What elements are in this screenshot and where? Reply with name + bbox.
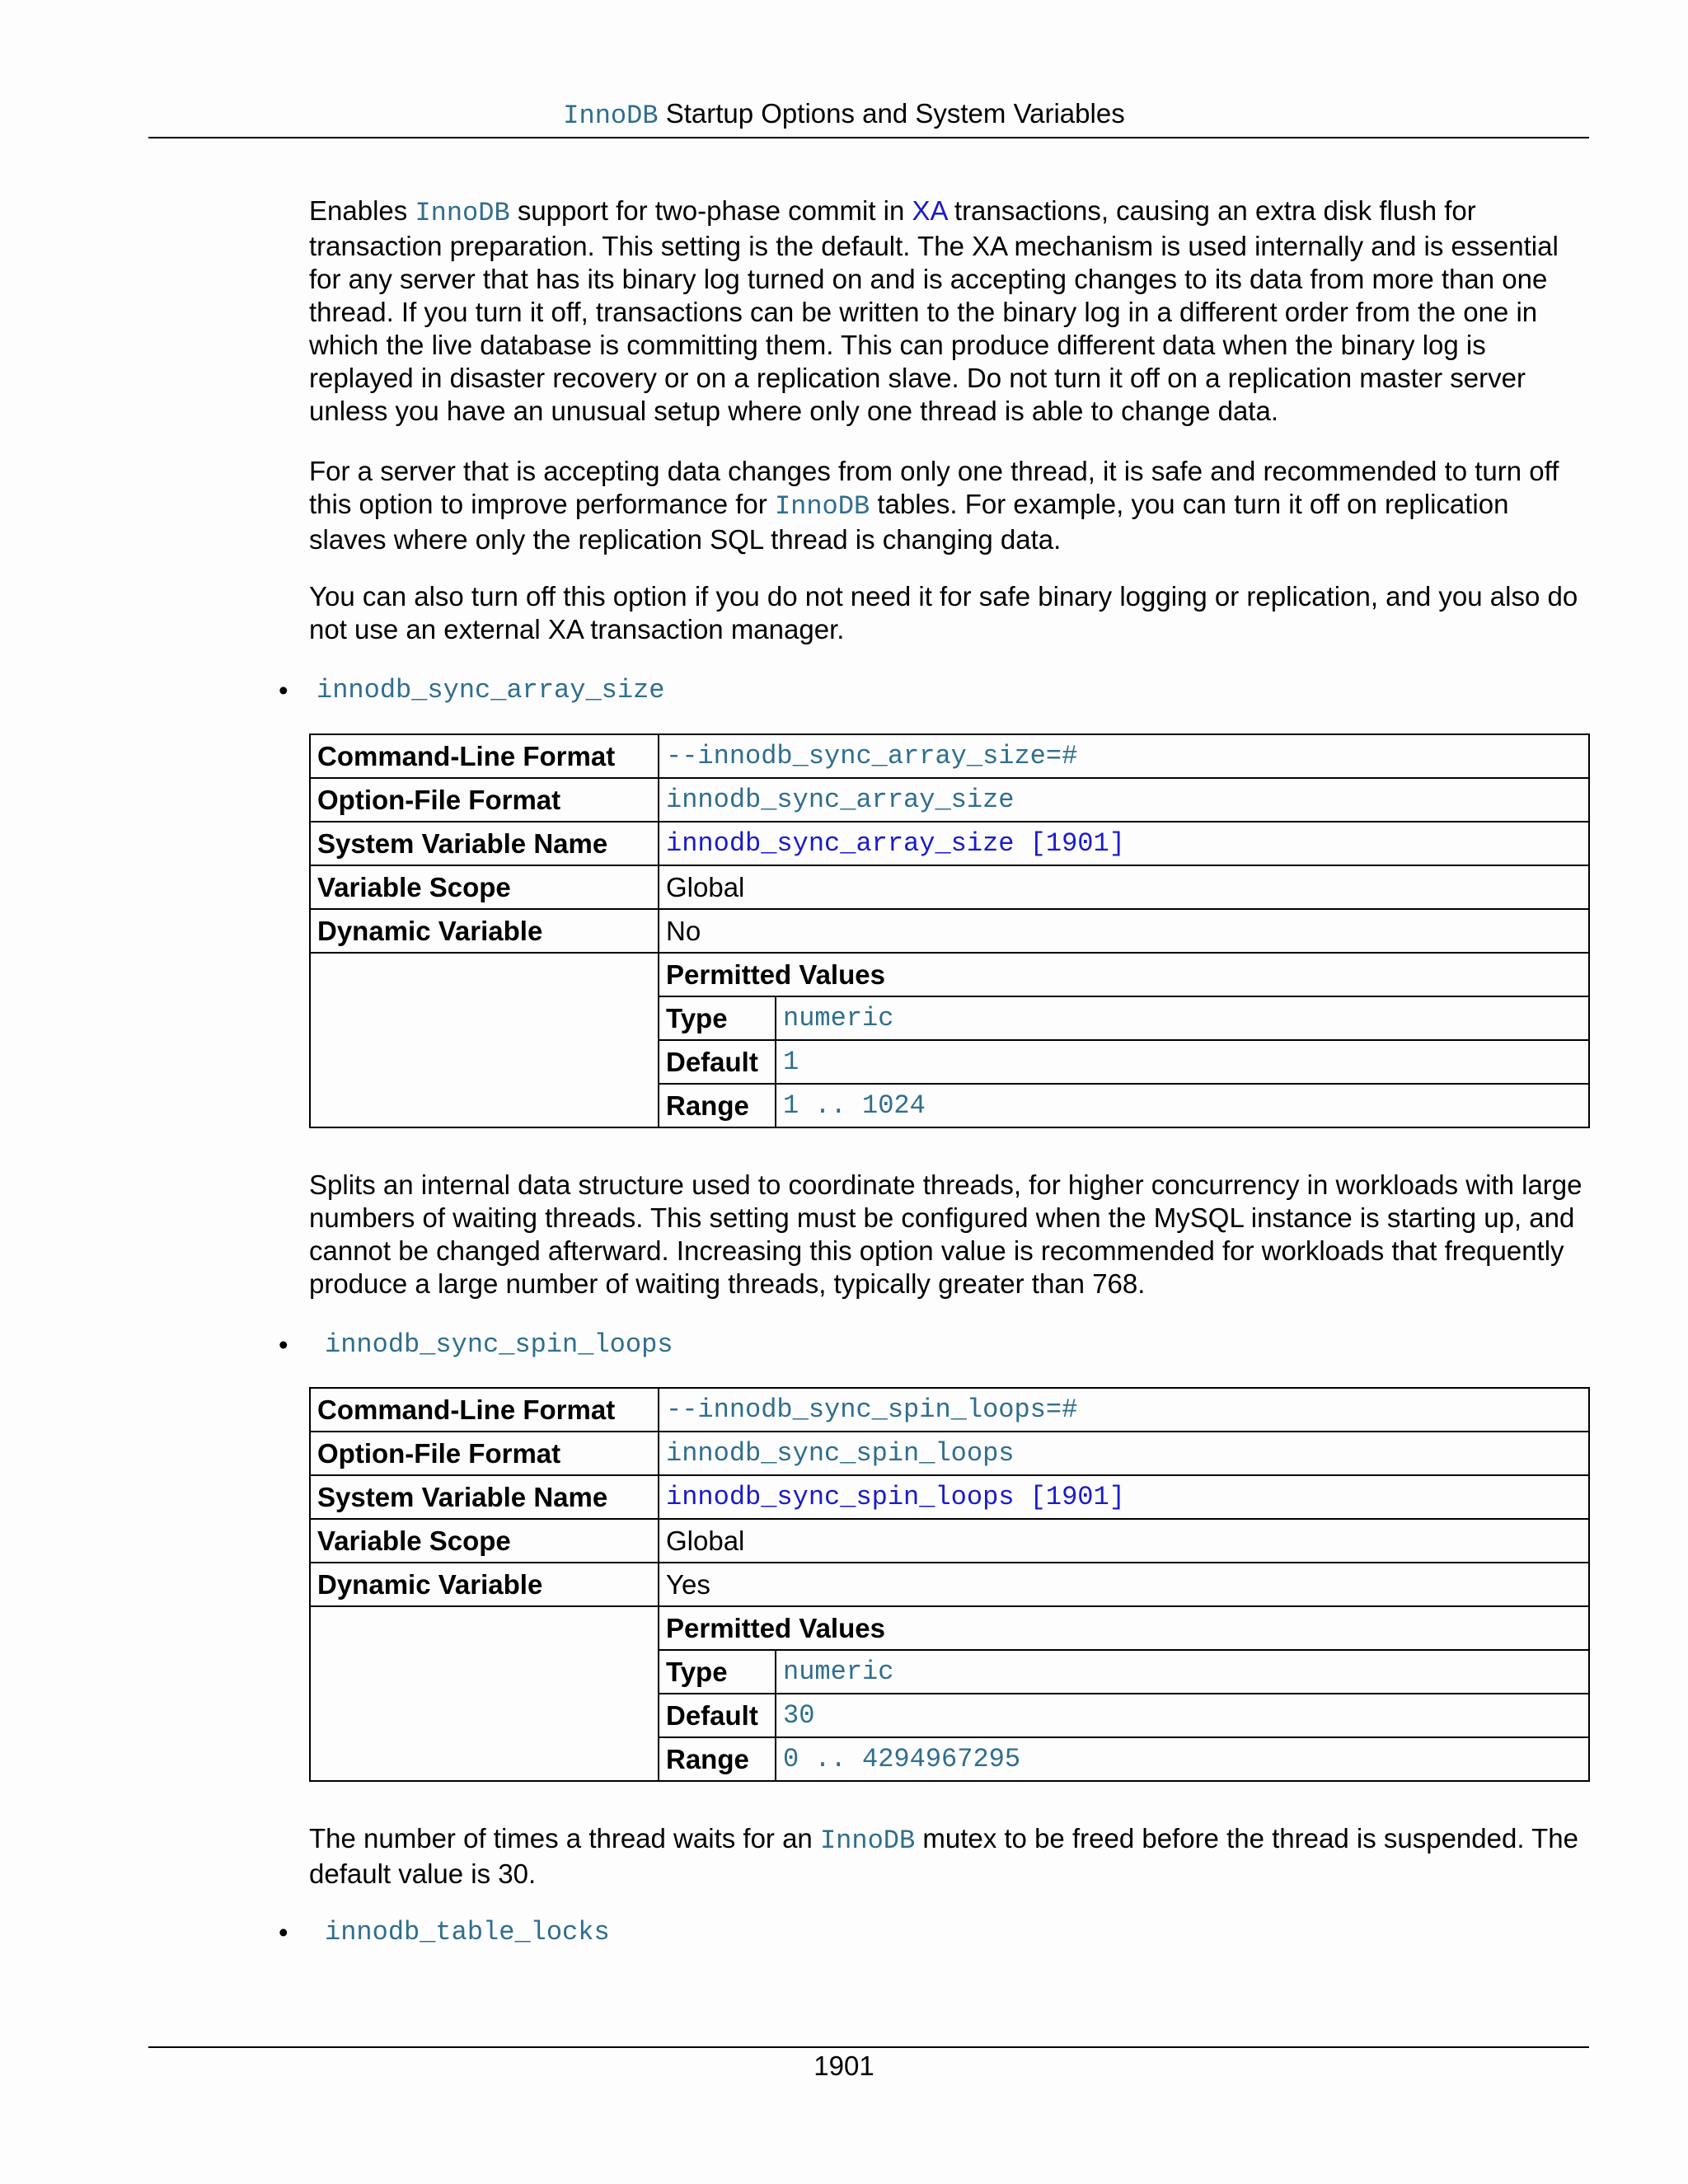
dynamic-value: Yes xyxy=(659,1563,1589,1606)
type-value: numeric xyxy=(776,1650,1589,1694)
default-value: 1 xyxy=(776,1040,1589,1084)
header-rule xyxy=(148,137,1589,138)
variable-name-link[interactable]: innodb_sync_array_size xyxy=(316,675,665,705)
variable-name-link[interactable]: innodb_sync_spin_loops xyxy=(325,1329,673,1360)
scope-label: Variable Scope xyxy=(310,865,659,909)
sys-label: System Variable Name xyxy=(310,822,659,865)
permitted-values-heading: Permitted Values xyxy=(659,953,1589,996)
type-value: numeric xyxy=(776,996,1589,1040)
cmd-label: Command-Line Format xyxy=(310,734,659,778)
text: Enables xyxy=(309,195,415,226)
dynamic-value: No xyxy=(659,909,1589,953)
permitted-values-heading: Permitted Values xyxy=(659,1606,1589,1650)
sync-array-size-description: Splits an internal data structure used to coordinate threads, for higher concurrency in workloads with large numbers of waiting threads. This setting must be configured when the MySQL instance is starting up, and cannot be changed afterward. Increasing this option value is recommended for workloads that frequently produce a large number of waiting threads, typically greater than 768. xyxy=(309,1169,1582,1299)
sys-value-link[interactable]: innodb_sync_spin_loops [1901] xyxy=(659,1475,1589,1519)
type-label: Type xyxy=(659,996,776,1040)
header-code: InnoDB xyxy=(563,101,659,131)
default-label: Default xyxy=(659,1694,776,1737)
dynamic-label: Dynamic Variable xyxy=(310,1563,659,1606)
intro-paragraph-1 xyxy=(309,194,1591,428)
dynamic-label: Dynamic Variable xyxy=(310,909,659,953)
range-label: Range xyxy=(659,1084,776,1127)
running-header xyxy=(0,97,1688,133)
footer-rule xyxy=(148,2046,1589,2048)
innodb-code: InnoDB xyxy=(819,1825,916,1856)
text: tables. For example, you can turn it off on replication slaves where only the replication SQL thread is changing data. xyxy=(309,489,1509,555)
default-value: 30 xyxy=(776,1694,1589,1737)
text: The number of times a thread waits for an xyxy=(309,1823,820,1854)
opt-label: Option-File Format xyxy=(310,778,659,822)
scope-value: Global xyxy=(659,1519,1589,1563)
empty-cell xyxy=(310,953,659,1127)
bullet-icon: • xyxy=(279,1917,288,1947)
opt-value: innodb_sync_spin_loops xyxy=(659,1432,1589,1475)
scope-value: Global xyxy=(659,865,1589,909)
intro-paragraph-3: You can also turn off this option if you do not need it for safe binary logging or replication, and you also do not use an external XA transaction manager. xyxy=(309,581,1578,644)
range-value: 1 .. 1024 xyxy=(776,1084,1589,1127)
text: support for two-phase commit in xyxy=(509,195,912,226)
sys-label: System Variable Name xyxy=(310,1475,659,1519)
header-title: Startup Options and System Variables xyxy=(665,98,1125,129)
page-number: 1901 xyxy=(814,2050,874,2081)
intro-paragraph-2 xyxy=(309,455,1591,556)
default-label: Default xyxy=(659,1040,776,1084)
innodb-code: InnoDB xyxy=(774,491,870,522)
bullet-icon: • xyxy=(279,1329,288,1360)
sync-spin-loops-description xyxy=(309,1822,1591,1891)
type-label: Type xyxy=(659,1650,776,1694)
scope-label: Variable Scope xyxy=(310,1519,659,1563)
bullet-icon: • xyxy=(279,675,288,705)
variable-name-link[interactable]: innodb_table_locks xyxy=(325,1917,610,1947)
innodb-code: InnoDB xyxy=(415,198,510,228)
opt-label: Option-File Format xyxy=(310,1432,659,1475)
empty-cell xyxy=(310,1606,659,1781)
range-label: Range xyxy=(659,1737,776,1781)
cmd-value: --innodb_sync_array_size=# xyxy=(659,734,1589,778)
cmd-value: --innodb_sync_spin_loops=# xyxy=(659,1388,1589,1432)
sys-value-link[interactable]: innodb_sync_array_size [1901] xyxy=(659,822,1589,865)
opt-value: innodb_sync_array_size xyxy=(659,778,1589,822)
range-value: 0 .. 4294967295 xyxy=(776,1737,1589,1781)
cmd-label: Command-Line Format xyxy=(310,1388,659,1432)
text: mutex to be freed before the thread is suspended. The default value is 30. xyxy=(309,1823,1578,1889)
option-table-sync-array-size xyxy=(309,733,1590,1128)
text: For a server that is accepting data changes from only one thread, it is safe and recommended to turn off this option to improve performance for xyxy=(309,456,1559,519)
text: transactions, causing an extra disk flush for transaction preparation. This setting is the default. The XA mechanism is used internally and is essential for any server that has its binary log turned on and is accepting changes to its data from more than one thread. If you turn it off, transactions can be written to the binary log in a different order from the one in which the live database is committing them. This can produce different data when the binary log is replayed in disaster recovery or on a replication slave. Do not turn it off on a replication master server unless you have an unusual setup where only one thread is able to change data. xyxy=(309,195,1559,426)
option-table-sync-spin-loops xyxy=(309,1387,1590,1782)
xa-link[interactable]: XA xyxy=(912,195,947,226)
